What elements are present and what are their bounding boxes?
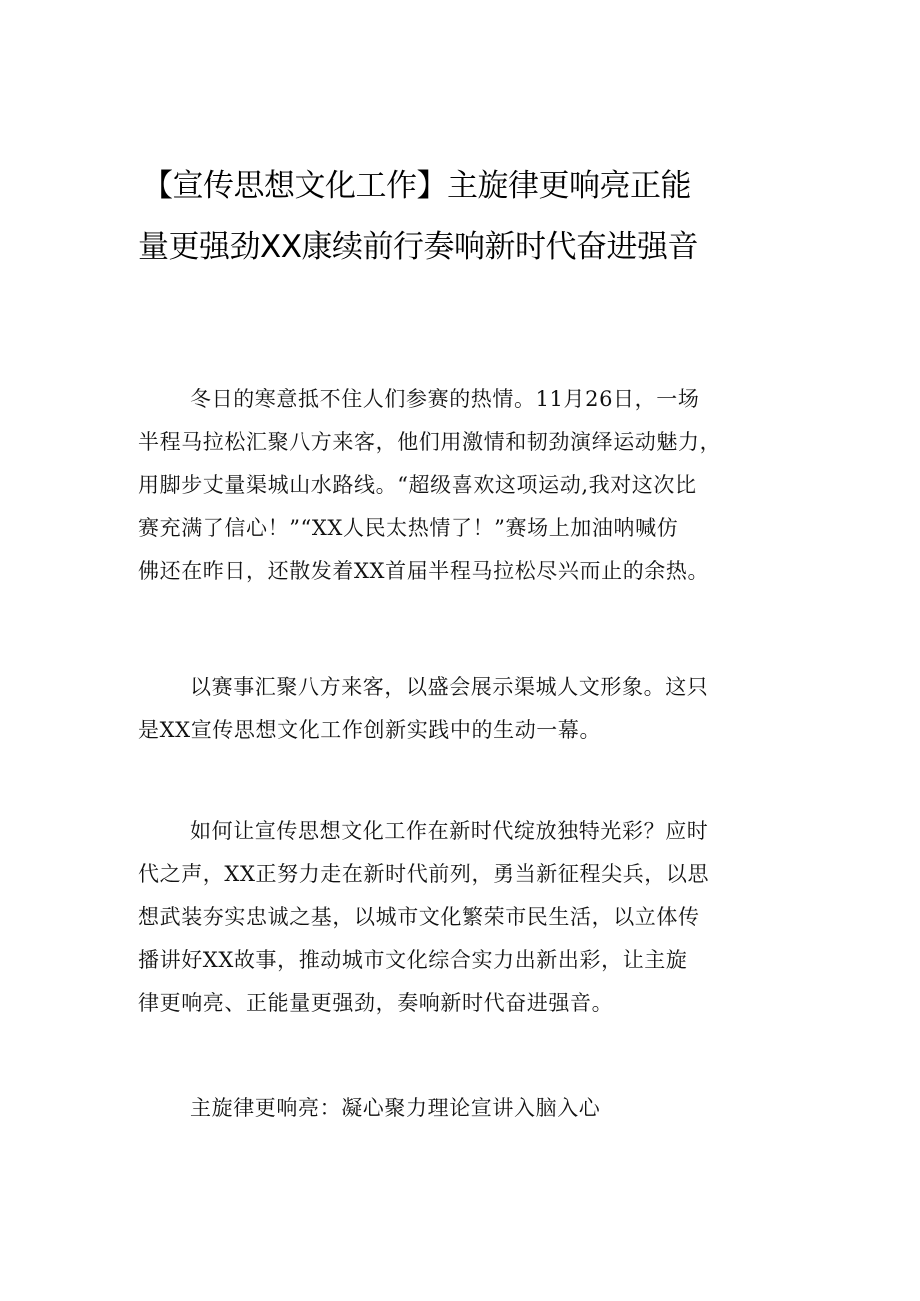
document-title xyxy=(138,156,798,278)
text-line: 用脚步丈量渠城山水路线。“超级喜欢这项运动,我对这次比 xyxy=(138,473,697,497)
text-line: 主旋律更响亮：凝心聚力理论宣讲入脑入心 xyxy=(190,1096,601,1120)
paragraph-event-summary xyxy=(138,666,786,752)
text-line: 是XX宣传思想文化工作创新实践中的生动一幕。 xyxy=(138,718,602,742)
text-line: 佛还在昨日，还散发着XX首届半程马拉松尽兴而止的余热。 xyxy=(138,559,710,583)
text-line: 半程马拉松汇聚八方来客，他们用激情和韧劲演绎运动魅力， xyxy=(138,430,722,454)
title-line: 【宣传思想文化工作】主旋律更响亮正能 xyxy=(142,168,691,204)
paragraph-marathon xyxy=(138,378,786,593)
text-line: 律更响亮、正能量更强劲，奏响新时代奋进强音。 xyxy=(138,991,614,1015)
text-line: 冬日的寒意抵不住人们参赛的热情。11月26日，一场 xyxy=(190,387,700,411)
text-line: 代之声，XX正努力走在新时代前列，勇当新征程尖兵，以思 xyxy=(138,862,710,886)
text-line: 赛充满了信心！”“XX人民太热情了！”赛场上加油呐喊仿 xyxy=(138,516,679,540)
section-heading xyxy=(138,1087,786,1130)
text-line: 想武装夯实忠诚之基，以城市文化繁荣市民生活，以立体传 xyxy=(138,905,700,929)
title-line: 量更强劲XX康续前行奏响新时代奋进强音 xyxy=(138,229,698,265)
text-line: 以赛事汇聚八方来客，以盛会展示渠城人文形象。这只 xyxy=(190,675,709,699)
text-line: 如何让宣传思想文化工作在新时代绽放独特光彩？应时 xyxy=(190,819,709,843)
paragraph-new-era xyxy=(138,810,786,1025)
text-line: 播讲好XX故事，推动城市文化综合实力出新出彩，让主旋 xyxy=(138,948,688,972)
